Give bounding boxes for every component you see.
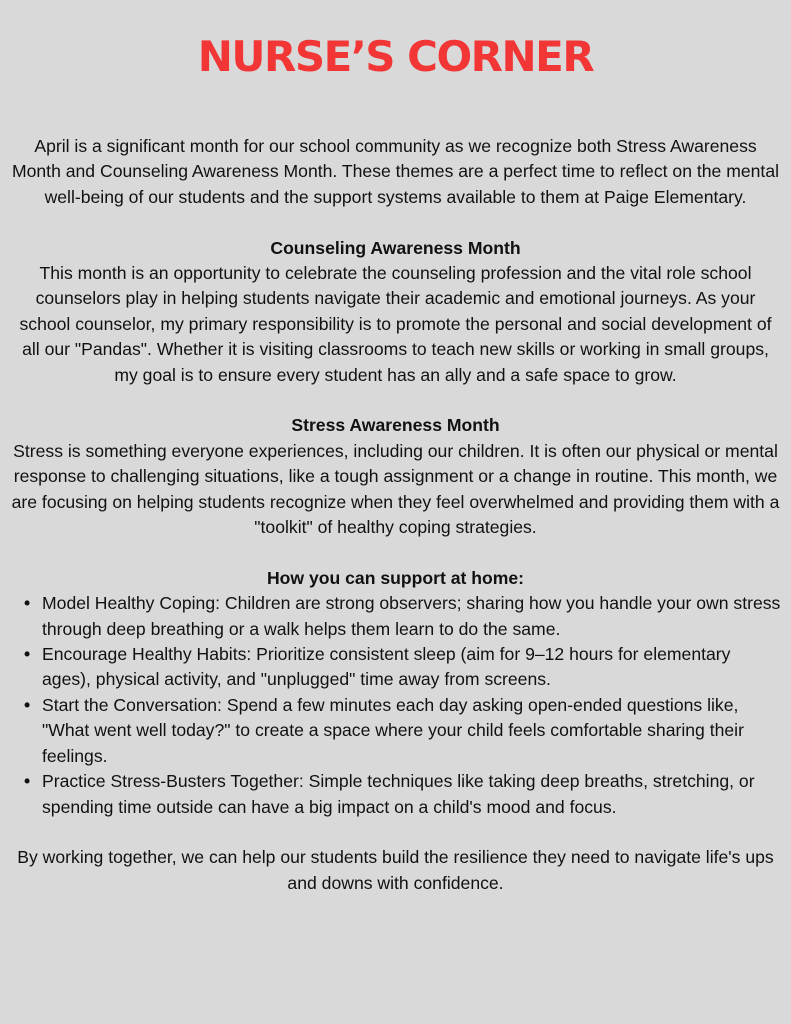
stress-paragraph: Stress is something everyone experiences, including our children. It is often our physical or mental response to challenging situations, like a tough assignment or a change in routine. This month, we are focusing on helping students recognize when they feel overwhelmed and providing them with a "toolkit" of healthy coping strategies.: [11, 440, 780, 538]
stress-heading: Stress Awareness Month: [291, 415, 500, 436]
list-item-text: Encourage Healthy Habits: Prioritize consistent sleep (aim for 9–12 hours for elementary ages), physical activity, and "unplugged" time away from screens.: [42, 644, 731, 690]
bullet-icon: •: [24, 694, 31, 715]
list-item-text: Practice Stress-Busters Together: Simple techniques like taking deep breaths, stretching, or spending time outside can have a big impact on a child's mood and focus.: [42, 771, 755, 817]
spacer: [10, 540, 781, 565]
bullet-icon: •: [24, 771, 31, 792]
list-item: [24, 642, 781, 693]
counseling-paragraph: This month is an opportunity to celebrate the counseling profession and the vital role school counselors play in helping students navigate their academic and emotional journeys. As your school counselor, my primary responsibility is to promote the personal and social development of all our "Pandas". Whether it is visiting classrooms to teach new skills or working in small groups, my goal is to ensure every student has an ally and a safe space to grow.: [19, 263, 772, 385]
support-tips-list: [10, 591, 781, 820]
spacer: [10, 210, 781, 235]
bullet-icon: •: [24, 644, 31, 665]
counseling-heading: Counseling Awareness Month: [270, 237, 521, 258]
list-item: [24, 769, 781, 820]
closing-paragraph: By working together, we can help our students build the resilience they need to navigate life's ups and downs with confidence.: [17, 847, 774, 893]
list-item-text: Model Healthy Coping: Children are strong observers; sharing how you handle your own stress through deep breathing or a walk helps them learn to do the same.: [42, 593, 781, 639]
page-title: NURSE’S CORNER: [197, 32, 594, 81]
bullet-icon: •: [24, 593, 31, 614]
list-item: [24, 591, 781, 642]
spacer: [10, 388, 781, 413]
support-heading: How you can support at home:: [266, 567, 525, 588]
intro-paragraph: April is a significant month for our school community as we recognize both Stress Awareness Month and Counseling Awareness Month. These themes are a perfect time to reflect on the mental well-being of our students and the support systems available to them at Paige Elementary.: [11, 136, 780, 207]
spacer: [10, 820, 781, 845]
list-item: [24, 693, 781, 769]
list-item-text: Start the Conversation: Spend a few minutes each day asking open-ended questions like, "What went well today?" to create a space where your child feels comfortable sharing their feelings.: [42, 694, 744, 766]
article-body: [10, 134, 781, 896]
